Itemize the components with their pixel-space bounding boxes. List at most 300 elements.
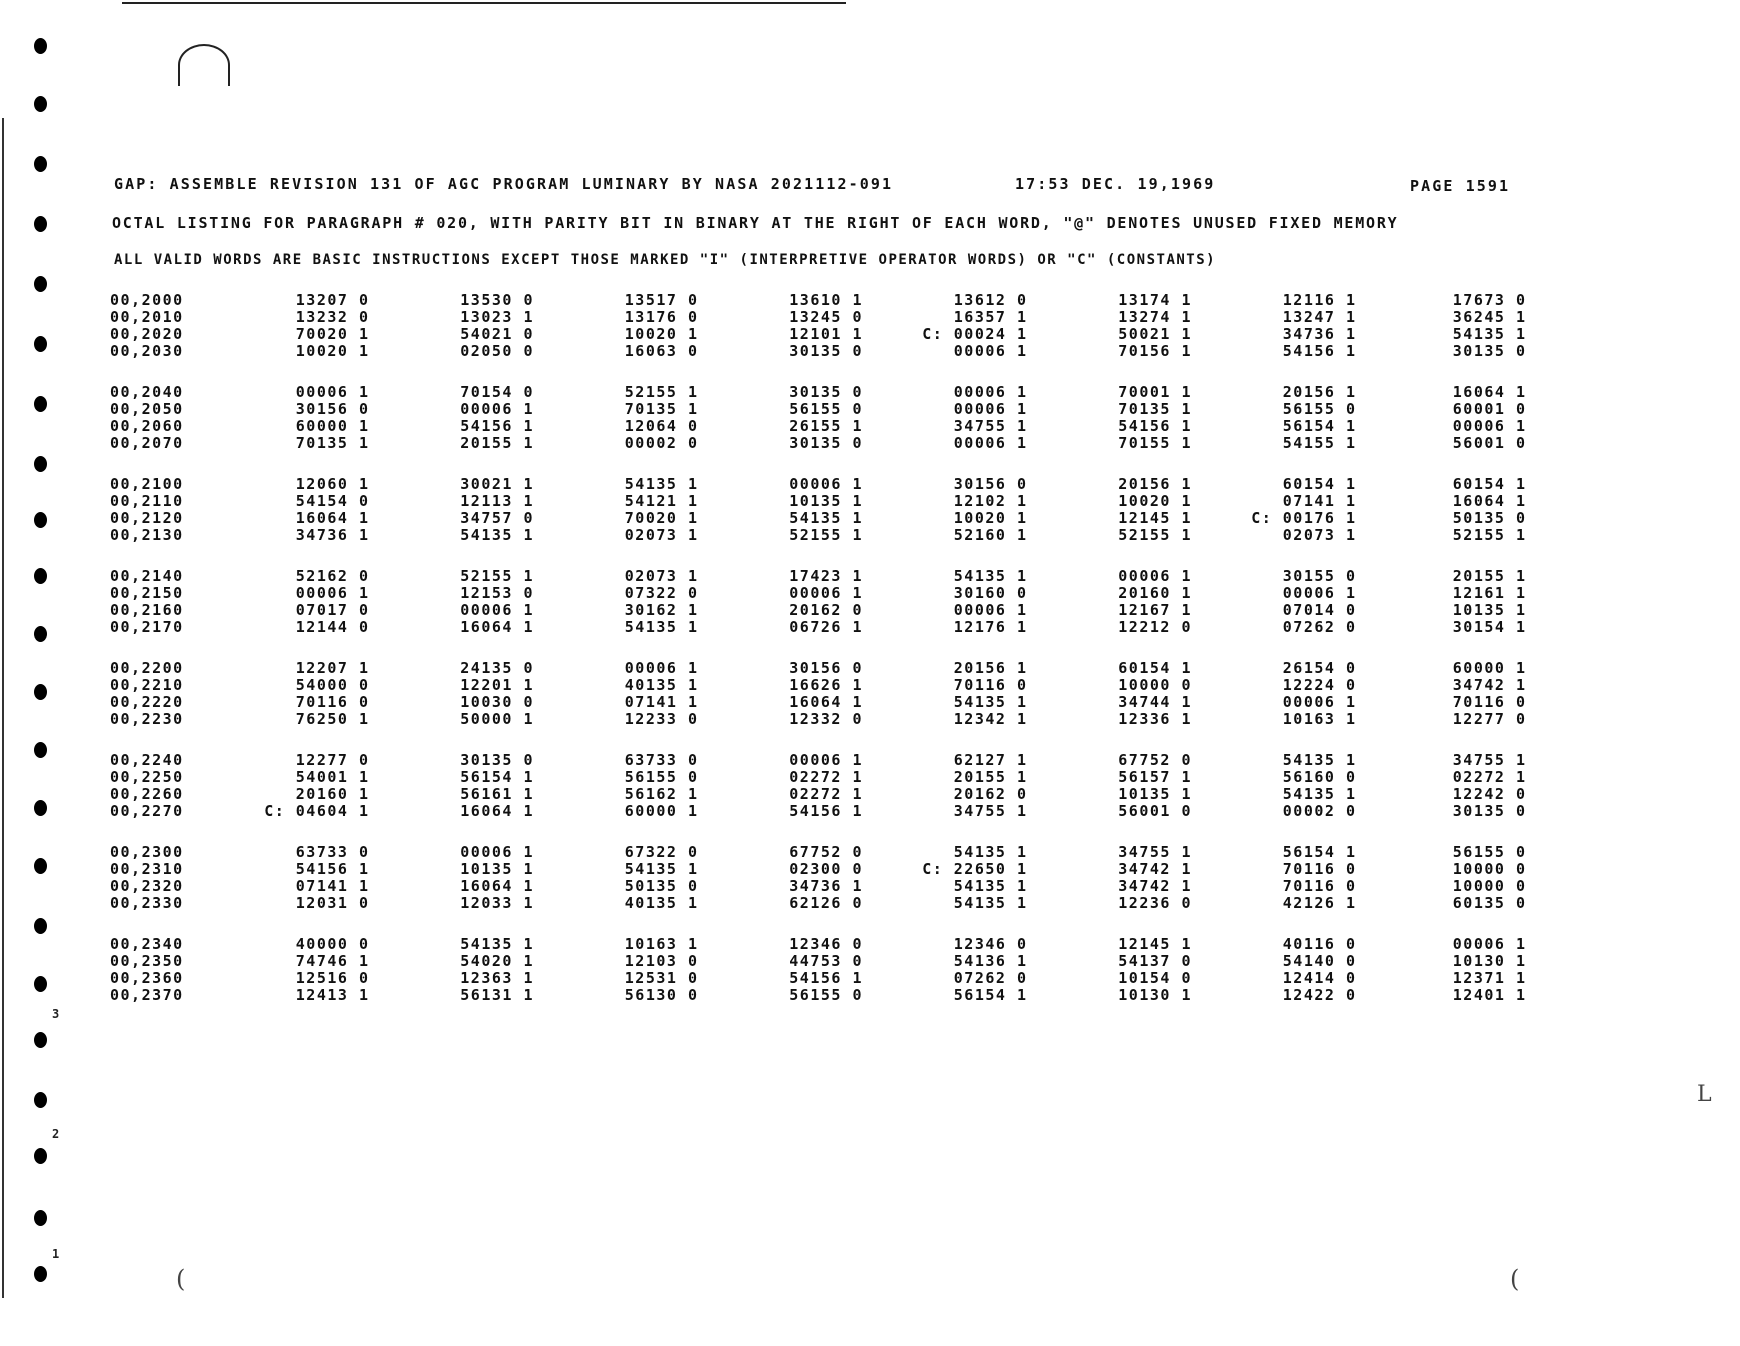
octal-word: 00006 1 [789, 475, 863, 493]
octal-word: 54135 1 [953, 877, 1028, 895]
octal-word: 16064 1 [789, 693, 863, 711]
octal-word: 02073 1 [1282, 526, 1357, 544]
octal-word: 63733 0 [624, 751, 699, 769]
octal-word: 12346 0 [789, 935, 863, 953]
listing-group [110, 292, 1530, 360]
memory-address: 00,2060 [110, 417, 184, 435]
octal-word: 34742 1 [1118, 860, 1192, 878]
octal-word: 70116 0 [1282, 860, 1357, 878]
octal-word: 30135 0 [1452, 802, 1527, 820]
octal-word: 30154 1 [1452, 618, 1527, 636]
octal-word: 36245 1 [1452, 308, 1527, 326]
octal-word: 40000 0 [295, 935, 370, 953]
octal-word: 56162 1 [624, 785, 699, 803]
octal-word: 40135 1 [624, 676, 699, 694]
octal-word: 00006 1 [295, 584, 370, 602]
octal-word: 56155 0 [1452, 843, 1527, 861]
octal-word: 20155 1 [460, 434, 534, 452]
octal-word: 13517 0 [624, 291, 699, 309]
memory-address: 00,2010 [110, 308, 184, 326]
punch-hole [34, 336, 47, 352]
octal-word: 16064 1 [1452, 383, 1527, 401]
punch-hole [34, 800, 47, 816]
octal-word: 52155 1 [1118, 526, 1192, 544]
paren-mark-right: ( [1510, 1265, 1520, 1293]
header-page-number: PAGE 1591 [1410, 177, 1511, 195]
octal-word: 00006 1 [624, 659, 699, 677]
octal-word: 70154 0 [460, 383, 534, 401]
octal-word: 54156 1 [460, 417, 534, 435]
octal-word: 00006 1 [1282, 693, 1357, 711]
octal-word: 00006 1 [789, 584, 863, 602]
listing-group [110, 752, 1530, 820]
octal-word: 54000 0 [295, 676, 370, 694]
octal-word: 50000 1 [460, 710, 534, 728]
listing-row [110, 401, 1530, 418]
octal-word: 26155 1 [789, 417, 863, 435]
octal-word: 30135 0 [789, 383, 863, 401]
octal-word: 56155 0 [789, 400, 863, 418]
octal-word: 12342 1 [953, 710, 1028, 728]
octal-word: 12346 0 [953, 935, 1028, 953]
memory-address: 00,2030 [110, 342, 184, 360]
listing-group [110, 660, 1530, 728]
octal-word: 12153 0 [460, 584, 534, 602]
octal-word: 10030 0 [460, 693, 534, 711]
punch-hole [34, 858, 47, 874]
octal-word: 02272 1 [789, 768, 863, 786]
listing-row [110, 677, 1530, 694]
octal-word: 07322 0 [624, 584, 699, 602]
memory-address: 00,2100 [110, 475, 184, 493]
octal-word: 34736 1 [1282, 325, 1357, 343]
octal-word: 30162 1 [624, 601, 699, 619]
memory-address: 00,2120 [110, 509, 184, 527]
punch-hole [34, 1148, 47, 1164]
octal-word: 12277 0 [295, 751, 370, 769]
octal-word: 70116 0 [953, 676, 1028, 694]
header-title: GAP: ASSEMBLE REVISION 131 OF AGC PROGRAM LUMINARY BY NASA 2021112-091 [114, 175, 894, 193]
octal-word: 54135 1 [953, 843, 1028, 861]
octal-word: 12033 1 [460, 894, 534, 912]
memory-address: 00,2260 [110, 785, 184, 803]
punch-hole [34, 38, 47, 54]
margin-mark: 1 [52, 1247, 60, 1261]
punch-hole [34, 976, 47, 992]
octal-word: 00006 1 [953, 383, 1028, 401]
margin-mark: 2 [52, 1127, 60, 1141]
octal-word: 12242 0 [1452, 785, 1527, 803]
octal-word: 00002 0 [1282, 802, 1357, 820]
octal-word: 54135 1 [789, 509, 863, 527]
punch-hole [34, 1210, 47, 1226]
octal-word: 13245 0 [789, 308, 863, 326]
octal-word: 00006 1 [295, 383, 370, 401]
octal-word: 60154 1 [1452, 475, 1527, 493]
octal-word: 02050 0 [460, 342, 534, 360]
octal-word: 70155 1 [1118, 434, 1192, 452]
octal-word: 00006 1 [1452, 935, 1527, 953]
octal-word: 54135 1 [460, 935, 534, 953]
octal-word: 54154 0 [295, 492, 370, 510]
listing-group [110, 568, 1530, 636]
listing-group [110, 476, 1530, 544]
octal-word: 12212 0 [1118, 618, 1192, 636]
punch-hole [34, 568, 47, 584]
octal-word: 10135 1 [789, 492, 863, 510]
memory-address: 00,2250 [110, 768, 184, 786]
listing-row [110, 861, 1530, 878]
octal-word: 56155 0 [624, 768, 699, 786]
octal-word: 56160 0 [1282, 768, 1357, 786]
octal-word: 13530 0 [460, 291, 534, 309]
octal-word: 10135 1 [1452, 601, 1527, 619]
listing-row [110, 953, 1530, 970]
octal-word: 56131 1 [460, 986, 534, 1004]
octal-word: 00006 1 [460, 843, 534, 861]
paper-arc-mark [178, 44, 230, 86]
octal-word: 30135 0 [460, 751, 534, 769]
listing-row [110, 510, 1530, 527]
octal-word: 20160 1 [1118, 584, 1192, 602]
listing-row [110, 769, 1530, 786]
octal-word: 13174 1 [1118, 291, 1192, 309]
octal-word: 12145 1 [1118, 509, 1192, 527]
octal-word: 52155 1 [624, 383, 699, 401]
punch-hole [34, 1092, 47, 1108]
punch-hole [34, 216, 47, 232]
octal-word: 00006 1 [953, 434, 1028, 452]
octal-word: 70156 1 [1118, 342, 1192, 360]
octal-word: 56154 1 [460, 768, 534, 786]
octal-word: 13023 1 [460, 308, 534, 326]
octal-word: 12201 1 [460, 676, 534, 694]
listing-row [110, 844, 1530, 861]
octal-word: 54135 1 [1452, 325, 1527, 343]
octal-word: 10000 0 [1118, 676, 1192, 694]
octal-word: 00006 1 [1282, 584, 1357, 602]
octal-word: 12113 1 [460, 492, 534, 510]
octal-word: 62127 1 [953, 751, 1028, 769]
octal-word: 13207 0 [295, 291, 370, 309]
octal-word: C: 00176 1 [1251, 509, 1357, 527]
listing-row [110, 326, 1530, 343]
punch-hole [34, 396, 47, 412]
octal-word: 70020 1 [295, 325, 370, 343]
listing-group [110, 844, 1530, 912]
octal-word: 16064 1 [460, 802, 534, 820]
octal-word: 30156 0 [953, 475, 1028, 493]
punch-hole [34, 456, 47, 472]
octal-word: 12516 0 [295, 969, 370, 987]
memory-address: 00,2240 [110, 751, 184, 769]
listing-row [110, 987, 1530, 1004]
octal-word: 02073 1 [624, 526, 699, 544]
memory-address: 00,2170 [110, 618, 184, 636]
octal-word: 54135 1 [953, 894, 1028, 912]
memory-address: 00,2220 [110, 693, 184, 711]
octal-word: 56130 0 [624, 986, 699, 1004]
octal-word: 17423 1 [789, 567, 863, 585]
listing-row [110, 568, 1530, 585]
octal-word: 54135 1 [460, 526, 534, 544]
octal-word: 54140 0 [1282, 952, 1357, 970]
octal-word: 50021 1 [1118, 325, 1192, 343]
octal-word: 30160 0 [953, 584, 1028, 602]
punch-hole [34, 1032, 47, 1048]
octal-word: 70001 1 [1118, 383, 1192, 401]
memory-address: 00,2050 [110, 400, 184, 418]
octal-word: 00006 1 [953, 601, 1028, 619]
octal-word: 16626 1 [789, 676, 863, 694]
header-word-legend: ALL VALID WORDS ARE BASIC INSTRUCTIONS EXCEPT THOSE MARKED "I" (INTERPRETIVE OPERATOR WORDS) OR "C" (CONSTANTS) [114, 252, 1217, 268]
listing-row [110, 527, 1530, 544]
octal-word: 34755 1 [1118, 843, 1192, 861]
octal-word: 00006 1 [460, 400, 534, 418]
octal-word: 12422 0 [1282, 986, 1357, 1004]
octal-word: 54021 0 [460, 325, 534, 343]
octal-word: 30156 0 [295, 400, 370, 418]
octal-word: 07014 0 [1282, 601, 1357, 619]
octal-word: 20155 1 [953, 768, 1028, 786]
octal-word: 54121 1 [624, 492, 699, 510]
octal-word: 10000 0 [1452, 877, 1527, 895]
octal-word: 12060 1 [295, 475, 370, 493]
listing-row [110, 384, 1530, 401]
octal-word: 54155 1 [1282, 434, 1357, 452]
octal-word: 40135 1 [624, 894, 699, 912]
octal-word: 12161 1 [1452, 584, 1527, 602]
octal-word: 12116 1 [1282, 291, 1357, 309]
octal-word: 07141 1 [295, 877, 370, 895]
listing-row [110, 493, 1530, 510]
octal-word: 34736 1 [789, 877, 863, 895]
octal-word: 70116 0 [1452, 693, 1527, 711]
octal-word: 54156 1 [1282, 342, 1357, 360]
octal-word: 52162 0 [295, 567, 370, 585]
listing-row [110, 711, 1530, 728]
octal-word: 07141 1 [624, 693, 699, 711]
listing-group [110, 936, 1530, 1004]
punch-hole [34, 626, 47, 642]
punch-hole [34, 96, 47, 112]
octal-word: 12371 1 [1452, 969, 1527, 987]
listing-row [110, 878, 1530, 895]
listing-row [110, 970, 1530, 987]
octal-word: 12207 1 [295, 659, 370, 677]
octal-word: 10154 0 [1118, 969, 1192, 987]
octal-word: 70116 0 [1282, 877, 1357, 895]
octal-word: 52155 1 [460, 567, 534, 585]
octal-word: 60000 1 [1452, 659, 1527, 677]
octal-word: 12233 0 [624, 710, 699, 728]
octal-word: 67322 0 [624, 843, 699, 861]
octal-word: 16064 1 [1452, 492, 1527, 510]
punch-hole [34, 512, 47, 528]
octal-word: 56154 1 [1282, 417, 1357, 435]
octal-word: 30135 0 [789, 434, 863, 452]
octal-word: 10163 1 [1282, 710, 1357, 728]
memory-address: 00,2370 [110, 986, 184, 1004]
octal-word: 00006 1 [953, 342, 1028, 360]
octal-word: 12176 1 [953, 618, 1028, 636]
listing-row [110, 292, 1530, 309]
listing-row [110, 585, 1530, 602]
octal-word: 54135 1 [953, 693, 1028, 711]
octal-word: 62126 0 [789, 894, 863, 912]
octal-word: 60001 0 [1452, 400, 1527, 418]
memory-address: 00,2140 [110, 567, 184, 585]
octal-word: 02300 0 [789, 860, 863, 878]
octal-word: 34742 1 [1118, 877, 1192, 895]
octal-word: 54136 1 [953, 952, 1028, 970]
listing-group [110, 384, 1530, 452]
octal-word: 00006 1 [1118, 567, 1192, 585]
listing-row [110, 660, 1530, 677]
octal-word: 56157 1 [1118, 768, 1192, 786]
octal-word: 63733 0 [295, 843, 370, 861]
listing-row [110, 803, 1530, 820]
octal-word: 20156 1 [953, 659, 1028, 677]
octal-word: C: 22650 1 [922, 860, 1028, 878]
octal-word: 13232 0 [295, 308, 370, 326]
octal-word: 70135 1 [1118, 400, 1192, 418]
octal-word: 12531 0 [624, 969, 699, 987]
octal-word: 00006 1 [460, 601, 534, 619]
octal-word: 54135 1 [624, 618, 699, 636]
octal-word: 56001 0 [1118, 802, 1192, 820]
memory-address: 00,2000 [110, 291, 184, 309]
octal-word: 10020 1 [1118, 492, 1192, 510]
octal-word: 54135 1 [953, 567, 1028, 585]
octal-word: 12167 1 [1118, 601, 1192, 619]
octal-word: 02272 1 [1452, 768, 1527, 786]
octal-word: 12064 0 [624, 417, 699, 435]
octal-word: 10130 1 [1118, 986, 1192, 1004]
octal-word: 42126 1 [1282, 894, 1357, 912]
octal-word: 56155 0 [789, 986, 863, 1004]
octal-word: 24135 0 [460, 659, 534, 677]
octal-word: 44753 0 [789, 952, 863, 970]
octal-word: 30156 0 [789, 659, 863, 677]
octal-word: 52160 1 [953, 526, 1028, 544]
octal-word: 12102 1 [953, 492, 1028, 510]
octal-word: 56154 1 [1282, 843, 1357, 861]
octal-word: 06726 1 [789, 618, 863, 636]
octal-word: 54137 0 [1118, 952, 1192, 970]
octal-word: 00002 0 [624, 434, 699, 452]
octal-word: 67752 0 [1118, 751, 1192, 769]
octal-word: 10020 1 [295, 342, 370, 360]
octal-word: 34742 1 [1452, 676, 1527, 694]
memory-address: 00,2130 [110, 526, 184, 544]
punch-hole [34, 276, 47, 292]
listing-row [110, 752, 1530, 769]
octal-word: 17673 0 [1452, 291, 1527, 309]
octal-word: 70135 1 [624, 400, 699, 418]
octal-word: C: 04604 1 [264, 802, 370, 820]
octal-word: 13247 1 [1282, 308, 1357, 326]
octal-word: 56001 0 [1452, 434, 1527, 452]
octal-word: 12145 1 [1118, 935, 1192, 953]
memory-address: 00,2230 [110, 710, 184, 728]
top-rule [122, 2, 846, 4]
octal-word: 34755 1 [953, 417, 1028, 435]
memory-address: 00,2270 [110, 802, 184, 820]
memory-address: 00,2330 [110, 894, 184, 912]
octal-word: 13274 1 [1118, 308, 1192, 326]
octal-word: 12277 0 [1452, 710, 1527, 728]
octal-word: 54020 1 [460, 952, 534, 970]
punch-hole [34, 742, 47, 758]
listing-row [110, 936, 1530, 953]
listing-row [110, 619, 1530, 636]
octal-word: 54156 1 [789, 802, 863, 820]
memory-address: 00,2360 [110, 969, 184, 987]
octal-word: 00006 1 [789, 751, 863, 769]
octal-word: 10000 0 [1452, 860, 1527, 878]
octal-word: 10163 1 [624, 935, 699, 953]
octal-word: 52155 1 [1452, 526, 1527, 544]
octal-word: C: 00024 1 [922, 325, 1028, 343]
memory-address: 00,2040 [110, 383, 184, 401]
octal-word: 16064 1 [295, 509, 370, 527]
octal-word: 20160 1 [295, 785, 370, 803]
memory-address: 00,2200 [110, 659, 184, 677]
octal-word: 50135 0 [1452, 509, 1527, 527]
octal-word: 34757 0 [460, 509, 534, 527]
octal-word: 12236 0 [1118, 894, 1192, 912]
octal-word: 12144 0 [295, 618, 370, 636]
octal-word: 07262 0 [1282, 618, 1357, 636]
memory-address: 00,2210 [110, 676, 184, 694]
listing-row [110, 309, 1530, 326]
octal-word: 12103 0 [624, 952, 699, 970]
memory-address: 00,2160 [110, 601, 184, 619]
listing-row [110, 435, 1530, 452]
octal-word: 40116 0 [1282, 935, 1357, 953]
octal-word: 56155 0 [1282, 400, 1357, 418]
octal-word: 60000 1 [624, 802, 699, 820]
octal-word: 30155 0 [1282, 567, 1357, 585]
octal-word: 02272 1 [789, 785, 863, 803]
octal-word: 34755 1 [1452, 751, 1527, 769]
octal-word: 60154 1 [1282, 475, 1357, 493]
octal-word: 12414 0 [1282, 969, 1357, 987]
octal-word: 74746 1 [295, 952, 370, 970]
octal-word: 60000 1 [295, 417, 370, 435]
octal-word: 56154 1 [953, 986, 1028, 1004]
punch-hole [34, 918, 47, 934]
punch-hole [34, 684, 47, 700]
octal-word: 10135 1 [460, 860, 534, 878]
octal-word: 07141 1 [1282, 492, 1357, 510]
octal-word: 54001 1 [295, 768, 370, 786]
header-listing-description: OCTAL LISTING FOR PARAGRAPH # 020, WITH PARITY BIT IN BINARY AT THE RIGHT OF EACH WORD, "@" DENOTES UNUSED FIXED MEMORY [112, 214, 1399, 232]
octal-word: 20162 0 [953, 785, 1028, 803]
listing-row [110, 694, 1530, 711]
octal-word: 60135 0 [1452, 894, 1527, 912]
octal-word: 70116 0 [295, 693, 370, 711]
corner-bracket-mark: L [1697, 1082, 1712, 1107]
octal-word: 16064 1 [460, 618, 534, 636]
octal-word: 54135 1 [1282, 751, 1357, 769]
memory-address: 00,2150 [110, 584, 184, 602]
octal-word: 56161 1 [460, 785, 534, 803]
octal-word: 13612 0 [953, 291, 1028, 309]
octal-word: 60154 1 [1118, 659, 1192, 677]
octal-word: 16357 1 [953, 308, 1028, 326]
